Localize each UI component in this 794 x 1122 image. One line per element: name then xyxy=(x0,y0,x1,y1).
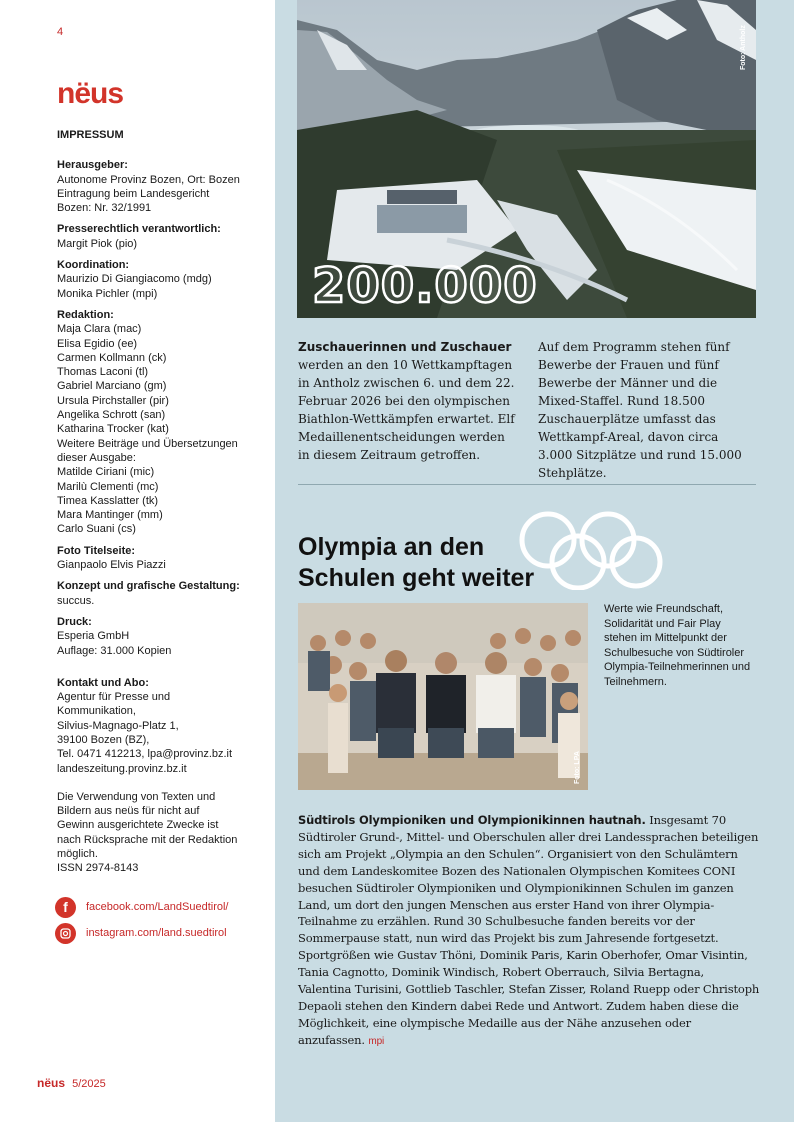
presserechtlich-section xyxy=(57,222,267,251)
headline-line-2: Schulen geht weiter xyxy=(298,564,535,592)
usage-note-line: nach Rücksprache mit der Redaktion xyxy=(57,833,238,846)
article-antholz-col1 xyxy=(298,338,516,482)
kontakt-line: Tel. 0471 412213, lpa@provinz.bz.it xyxy=(57,748,233,761)
druck-line: Esperia GmbH xyxy=(57,630,130,643)
herausgeber-section xyxy=(57,158,267,215)
photo-credit-antholz xyxy=(740,8,754,78)
instagram-label: instagram.com/land.suedtirol xyxy=(86,927,227,939)
photo-credit-antholz-text: Foto: Antholz xyxy=(740,25,747,70)
redaktion-line: Matilde Ciriani (mic) xyxy=(57,466,155,479)
article-antholz-col2 xyxy=(538,338,756,482)
koordination-label: Koordination: xyxy=(57,259,130,272)
footer-logo: nëus xyxy=(37,1076,66,1090)
usage-note-line: möglich. xyxy=(57,848,98,861)
herausgeber-line: Bozen: Nr. 32/1991 xyxy=(57,202,152,215)
druck-line: Auflage: 31.000 Kopien xyxy=(57,644,172,657)
redaktion-line: Katharina Trocker (kat) xyxy=(57,423,169,436)
druck-section xyxy=(57,615,267,658)
kontakt-line: Silvius-Magnago-Platz 1, xyxy=(57,719,179,732)
redaktion-line: Weitere Beiträge und Übersetzungen xyxy=(57,437,238,450)
impressum xyxy=(57,128,267,876)
usage-note xyxy=(57,790,267,876)
konzept-label: Konzept und grafische Gestaltung: xyxy=(57,580,240,593)
page-number: 4 xyxy=(57,26,64,38)
redaktion-line: Maja Clara (mac) xyxy=(57,323,142,336)
redaktion-line: Ursula Pirchstaller (pir) xyxy=(57,394,169,407)
druck-label: Druck: xyxy=(57,615,92,628)
redaktion-line: Angelika Schrott (san) xyxy=(57,409,166,422)
article-olympia-headline xyxy=(298,532,534,594)
article-antholz-text xyxy=(298,338,756,482)
foto-titelseite-label: Foto Titelseite: xyxy=(57,544,136,557)
article-author: mpi xyxy=(368,1035,385,1047)
instagram-link[interactable] xyxy=(55,922,270,944)
big-number-200000: 200.000 xyxy=(312,258,538,314)
redaktion-line: Timea Kasslatter (tk) xyxy=(57,494,159,507)
redaktion-line: Carmen Kollmann (ck) xyxy=(57,351,167,364)
redaktion-line: Marilù Clementi (mc) xyxy=(57,480,159,493)
kontakt-label: Kontakt und Abo: xyxy=(57,676,149,689)
issn: ISSN 2974-8143 xyxy=(57,862,139,875)
koordination-line: Monika Pichler (mpi) xyxy=(57,287,158,300)
headline-line-1: Olympia an den xyxy=(298,533,485,561)
instagram-icon xyxy=(55,923,76,944)
foto-titelseite-line: Gianpaolo Elvis Piazzi xyxy=(57,559,166,572)
divider xyxy=(298,484,756,485)
redaktion-section xyxy=(57,308,267,537)
olympic-rings-icon xyxy=(512,510,664,590)
presserechtlich-label: Presserechtlich verantwortlich: xyxy=(57,223,221,236)
school-group-photo xyxy=(298,603,588,790)
redaktion-label: Redaktion: xyxy=(57,308,114,321)
photo-caption: Werte wie Freundschaft, Solidarität und Fair Play stehen im Mittelpunkt der Schulbesuche von Südtiroler Olympia-Teilnehmerinnen und Teilnehmern. xyxy=(604,603,751,688)
redaktion-line: dieser Ausgabe: xyxy=(57,451,136,464)
kontakt-line: Kommunikation, xyxy=(57,705,136,718)
herausgeber-line: Eintragung beim Landesgericht xyxy=(57,187,210,200)
article-antholz-col1-text: werden an den 10 Wettkampftagen in Antholz zwischen 6. und dem 22. Februar 2026 bei den olympischen Biathlon-Wettkämpfen erwartet. Elf Medaillenentscheidungen werden in diesem Zeitraum getroffen. xyxy=(298,358,515,462)
facebook-link[interactable] xyxy=(55,896,270,918)
article-olympia-body xyxy=(298,812,760,1051)
photo-credit-lpa-text: Foto: LPA xyxy=(574,751,581,784)
redaktion-line: Mara Mantinger (mm) xyxy=(57,509,163,522)
redaktion-line: Carlo Suani (cs) xyxy=(57,523,136,536)
article-antholz-col2-text: Auf dem Programm stehen fünf Bewerbe der Frauen und fünf Bewerbe der Männer und die Mixed-Staffel. Rund 18.500 Zuschauerplätze umfasst das Wettkampf-Areal, davon circa 3.000 Sitzplätze und rund 15.000 Stehplätze. xyxy=(538,340,742,480)
redaktion-line: Elisa Egidio (ee) xyxy=(57,337,138,350)
kontakt-line: 39100 Bozen (BZ), xyxy=(57,733,150,746)
kontakt-section xyxy=(57,676,267,776)
article-antholz-lead: Zuschauerinnen und Zuschauer xyxy=(298,340,512,354)
usage-note-line: Gewinn ausgerichtete Zwecke ist xyxy=(57,819,219,832)
article-olympia-lead: Südtirols Olympioniken und Olympionikinnen hautnah. xyxy=(298,813,646,827)
footer xyxy=(37,1076,106,1090)
kontakt-line: Agentur für Presse und xyxy=(57,691,171,704)
koordination-section xyxy=(57,258,267,301)
foto-titelseite-section xyxy=(57,544,267,573)
photo-credit-lpa xyxy=(574,746,586,786)
konzept-section xyxy=(57,579,267,608)
impressum-title: IMPRESSUM xyxy=(57,129,124,141)
facebook-icon: f xyxy=(55,897,76,918)
footer-issue: 5/2025 xyxy=(72,1078,106,1090)
article-olympia-text: Insgesamt 70 Südtiroler Grund-, Mittel- und Oberschulen aller drei Landessprachen beteiligen sich am Projekt „Olympia an den Schulen“. Organisiert von den Schulämtern und dem Landeskomitee Bozen des Nationalen Olympischen Komitees CONI besuchen Südtiroler Olympioniken und Olympionikinnen Schulen im ganzen Land, um dort den jungen Menschen aus erster Hand von ihrer Olympia-Teilnahme zu erzählen. Rund 30 Schulbesuche fanden bereits vor der Sommerpause statt, nun wird das Projekt bis zum Jahresende fortgesetzt. Sportgrößen wie Gustav Thöni, Dominik Paris, Karin Oberhofer, Omar Visintin, Tania Cagnotto, Dominik Windisch, Robert Oberrauch, Silvia Bertagna, Valentina Turisini, Gottlieb Taschler, Stefan Zisser, Roland Ruepp oder Christoph Depaoli stehen den Kindern dabei Rede und Antwort. Zudem haben diese die Möglichkeit, eine olympische Medaille aus der Nähe anzusehen oder anzufassen. xyxy=(298,813,760,1047)
redaktion-line: Gabriel Marciano (gm) xyxy=(57,380,167,393)
herausgeber-label: Herausgeber: xyxy=(57,159,128,172)
koordination-line: Maurizio Di Giangiacomo (mdg) xyxy=(57,273,212,286)
redaktion-line: Thomas Laconi (tl) xyxy=(57,366,149,379)
herausgeber-line: Autonome Provinz Bozen, Ort: Bozen xyxy=(57,173,240,186)
facebook-label: facebook.com/LandSuedtirol/ xyxy=(86,901,229,913)
kontakt-line: landeszeitung.provinz.bz.it xyxy=(57,762,187,775)
presserechtlich-line: Margit Piok (pio) xyxy=(57,237,138,250)
usage-note-line: Die Verwendung von Texten und xyxy=(57,790,216,803)
usage-note-line: Bildern aus neüs für nicht auf xyxy=(57,805,200,818)
neus-logo: nëus xyxy=(57,77,124,110)
konzept-line: succus. xyxy=(57,594,95,607)
